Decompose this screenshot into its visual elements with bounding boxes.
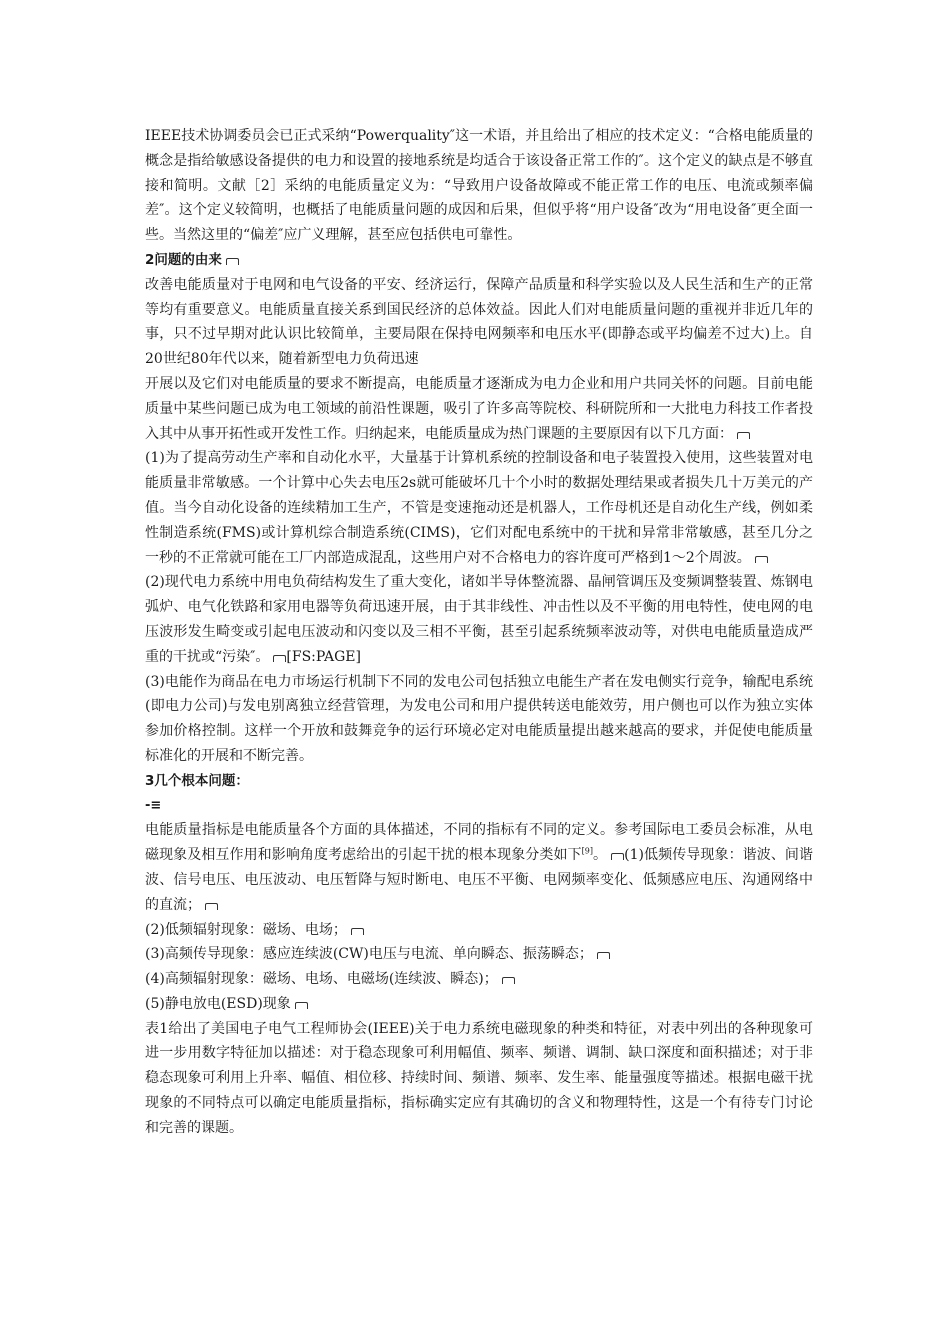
section-heading-2-text: 2问题的由来 [145,251,222,268]
paragraph-definition: IEEE技术协调委员会已正式采纳“Powerquality″这一术语，并且给出了相应的技术定义：“合格电能质量的概念是指给敏感设备提供的电力和设置的接地系统是均适合于该设备正常工作的″。这个定义的缺点是不够直接和简明。文献［2］采纳的电能质量定义为：“导致用户设备故障或不能正常工作的电压、电流或频率偏差″。这个定义较简明，也概括了电能质量问题的成因和后果，但似乎将“用户设备″改为“用电设备″更全面一些。当然这里的“偏差″应广义理解，甚至应包括供电可靠性。 [145,128,813,244]
paragraph-classification [145,818,813,917]
section-heading-2 [145,248,813,273]
paragraph-reason-2 [145,570,813,669]
paragraph-reason-1 [145,446,813,570]
list-item-3 [145,942,813,967]
paragraph-classification-end: 。 [592,847,608,864]
paragraph-reason-3: (3)电能作为商品在电力市场运行机制下不同的发电公司包括独立电能生产者在发电侧实行竞争，输配电系统(即电力公司)与发电别离独立经营管理，为发电公司和用户提供转送电能效劳，用户侧也可以作为独立实体参加价格控制。这样一个开放和鼓舞竞争的运行环境必定对电能质量提出越来越高的要求，并促使电能质量标准化的开展和不断完善。 [145,673,813,764]
list-item-5 [145,992,813,1017]
paragraph-development-text: 开展以及它们对电能质量的要求不断提高，电能质量才逐渐成为电力企业和用户共同关怀的问题。目前电能质量中某些问题已成为电工领域的前沿性课题，吸引了许多高等院校、科研院所和一大批电力科技工作者投入其中从事开拓性或开发性工作。归纳起来，电能质量成为热门课题的主要原因有以下几方面： [145,375,813,442]
list-item-4 [145,967,813,992]
return-mark-icon [597,952,610,959]
equivalence-symbol: -≡ [145,797,162,813]
document-page [145,124,813,1141]
page-marker: [FS:PAGE] [286,648,361,665]
return-mark-icon [611,853,624,860]
return-mark-icon [502,977,515,984]
reference-superscript: [9] [581,846,593,856]
return-mark-icon [273,655,286,662]
section-heading-3: 3几个根本问题： [145,772,249,789]
paragraph-classification-text: 电能质量指标是电能质量各个方面的具体描述，不同的指标有不同的定义。参考国际电工委员会标准，从电磁现象及相互作用和影响角度考虑给出的引起干扰的根本现象分类如下 [145,822,813,864]
paragraph-reason-1-text: (1)为了提高劳动生产率和自动化水平，大量基于计算机系统的控制设备和电子装置投入使用，这些装置对电能质量非常敏感。一个计算中心失去电压2s就可能破坏几十个小时的数据处理结果或者损失几十万美元的产值。当今自动化设备的连续精加工生产，不管是变速拖动还是机器人，工作母机还是自动化生产线，例如柔性制造系统(FMS)或计算机综合制造系统(CIMS)，它们对配电系统中的干扰和异常非常敏感，甚至几分之一秒的不正常就可能在工厂内部造成混乱，这些用户对不合格电力的容许度可严格到1～2个周波。 [145,450,813,566]
paragraph-reason-2-text: (2)现代电力系统中用电负荷结构发生了重大变化，诸如半导体整流器、晶闸管调压及变频调整装置、炼钢电弧炉、电气化铁路和家用电器等负荷迅速开展，由于其非线性、冲击性以及不平衡的用电特性，使电网的电压波形发生畸变或引起电压波动和闪变以及三相不平衡，甚至引起系统频率波动等，对供电电能质量造成严重的干扰或“污染″。 [145,574,813,665]
paragraph-classification-item-1: (1)低频传导现象：谐波、间谐波、信号电压、电压波动、电压暂降与短时断电、电压不平衡、电网频率变化、低频感应电压、沟通网络中的直流； [145,847,813,913]
list-item-5-text: (5)静电放电(ESD)现象 [145,995,291,1012]
return-mark-icon [737,432,750,439]
return-mark-icon [226,258,239,265]
return-mark-icon [295,1002,308,1009]
return-mark-icon [205,903,218,910]
return-mark-icon [351,928,364,935]
paragraph-origin: 改善电能质量对于电网和电气设备的平安、经济运行，保障产品质量和科学实验以及人民生活和生产的正常等均有重要意义。电能质量直接关系到国民经济的总体效益。因此人们对电能质量问题的重视并非近几年的事，只不过早期对此认识比较简单，主要局限在保持电网频率和电压水平(即静态或平均偏差不过大)上。自20世纪80年代以来，随着新型电力负荷迅速 [145,276,813,368]
list-item-2 [145,918,813,943]
list-item-3-text: (3)高频传导现象：感应连续波(CW)电压与电流、单向瞬态、振荡瞬态； [145,946,593,963]
list-item-2-text: (2)低频辐射现象：磁场、电场； [145,921,347,938]
paragraph-table-description: 表1给出了美国电子电气工程师协会(IEEE)关于电力系统电磁现象的种类和特征，对表中列出的各种现象可进一步用数字特征加以描述：对于稳态现象可利用幅值、频率、频谱、调制、缺口深度和面积描述；对于非稳态现象可利用上升率、幅值、相位移、持续时间、频谱、频率、发生率、能量强度等描述。根据电磁干扰现象的不同特点可以确定电能质量指标，指标确实定应有其确切的含义和物理特性，这是一个有待专门讨论和完善的课题。 [145,1020,813,1136]
list-item-4-text: (4)高频辐射现象：磁场、电场、电磁场(连续波、瞬态)； [145,971,498,988]
paragraph-development [145,372,813,446]
return-mark-icon [755,556,768,563]
